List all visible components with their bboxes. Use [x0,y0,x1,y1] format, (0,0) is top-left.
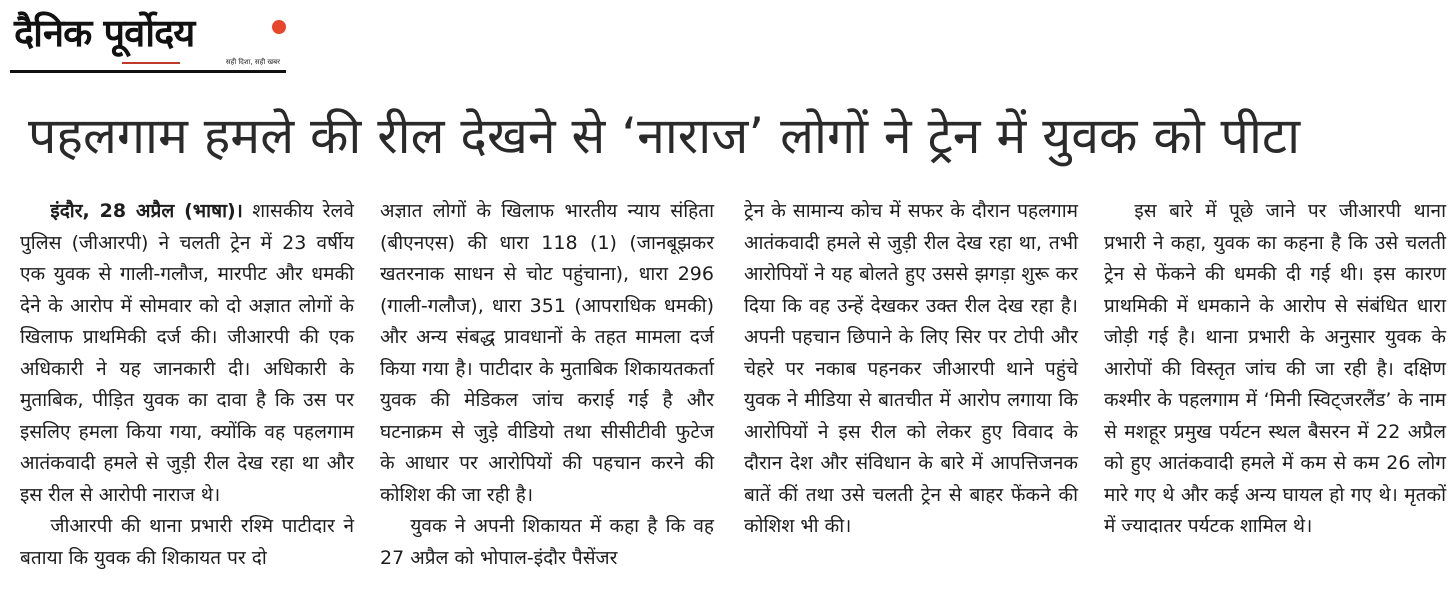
newspaper-masthead [10,4,286,74]
article-column-4 [1104,196,1446,543]
masthead-rule [10,70,286,73]
paragraph [20,196,354,511]
article-column-2 [380,196,714,574]
article-headline: पहलगाम हमले की रील देखने से ‘नाराज’ लोगों ने ट्रेन में युवक को पीटा [28,107,1301,165]
paragraph: जीआरपी की थाना प्रभारी रश्मि पाटीदार ने बताया कि युवक की शिकायत पर दो [20,515,354,569]
logo-dot-icon [272,20,286,34]
paragraph: ट्रेन के सामान्य कोच में सफर के दौरान पहलगाम आतंकवादी हमले से जुड़ी रील देख रहा था, तभी आरोपियों ने यह बोलते हुए उससे झगड़ा शुरू कर दिया कि वह उन्हें देखकर उक्त रील देख रहा है। अपनी पहचान छिपाने के लिए सिर पर टोपी और चेहरे पर नकाब पहनकर जीआरपी थाने पहुंचे युवक ने मीडिया से बातचीत में आरोप लगाया कि आरोपियों ने इस रील को लेकर हुए विवाद के दौरान देश और संविधान के बारे में आपत्तिजनक बातें कीं तथा उसे चलती ट्रेन से बाहर फेंकने की कोशिश भी की। [744,200,1078,537]
newspaper-tagline: सही दिशा, सही खबर [225,58,280,66]
paragraph: इस बारे में पूछे जाने पर जीआरपी थाना प्रभारी ने कहा, युवक का कहना है कि उसे चलती ट्रेन से फेंकने की धमकी दी गई थी। इस कारण प्राथमिकी में धमकाने के आरोप से संबंधित धारा जोड़ी गई है। थाना प्रभारी के अनुसार युवक के आरोपों की विस्तृत जांच की जा रही है। दक्षिण कश्मीर के पहलगाम में ‘मिनी स्विट्जरलैंड’ के नाम से मशहूर प्रमुख पर्यटन स्थल बैसरन में 22 अप्रैल को हुए आतंकवादी हमले में कम से कम 26 लोग मारे गए थे और कई अन्य घायल हो गए थे। मृतकों में ज्यादातर पर्यटक शामिल थे। [1104,200,1446,537]
masthead-accent-line [122,62,180,64]
paragraph: अज्ञात लोगों के खिलाफ भारतीय न्याय संहिता (बीएनएस) की धारा 118 (1) (जानबूझकर खतरनाक साधन से चोट पहुंचाना), धारा 296 (गाली-गलौज), धारा 351 (आपराधिक धमकी) और अन्य संबद्ध प्रावधानों के तहत मामला दर्ज किया गया है। पाटीदार के मुताबिक शिकायतकर्ता युवक की मेडिकल जांच कराई गई है और घटनाक्रम से जुड़े वीडियो तथा सीसीटीवी फुटेज के आधार पर आरोपियों की पहचान करने की कोशिश की जा रही है। [380,200,714,506]
dateline: इंदौर, 28 अप्रैल (भाषा)। [50,200,243,222]
newspaper-name: दैनिक पूर्वोदय [14,11,195,55]
article-column-1 [20,196,354,574]
paragraph-text: शासकीय रेलवे पुलिस (जीआरपी) ने चलती ट्रेन में 23 वर्षीय एक युवक से गाली-गलौज, मारपीट और धमकी देने के आरोप में सोमवार को दो अज्ञात लोगों के खिलाफ प्राथमिकी दर्ज की। जीआरपी की एक अधिकारी ने यह जानकारी दी। अधिकारी के मुताबिक, पीड़ित युवक का दावा है कि उस पर इसलिए हमला किया गया, क्योंकि वह पहलगाम आतंकवादी हमले से जुड़ी रील देख रहा था और इस रील से आरोपी नाराज थे। [20,200,354,506]
article-column-3 [744,196,1078,543]
paragraph: युवक ने अपनी शिकायत में कहा है कि वह 27 अप्रैल को भोपाल-इंदौर पैसेंजर [380,515,714,569]
